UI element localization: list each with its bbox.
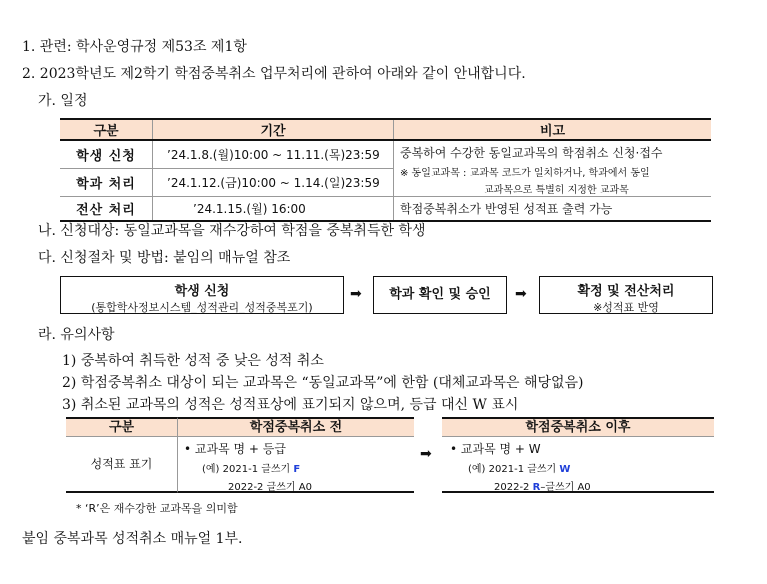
schedule-header-period: 기간 xyxy=(153,119,394,140)
item-2: 2. 2023학년도 제2학기 학점중복취소 업무처리에 관하여 아래와 같이 안내합니다. xyxy=(22,66,526,82)
note-3: 3) 취소된 교과목의 성적은 성적표상에 표기되지 않으며, 등급 대신 W 표시 xyxy=(62,397,519,413)
process-step-student xyxy=(60,276,344,314)
after-example-text: (예) 2021-1 글쓰기 xyxy=(468,464,557,475)
process-step-title: 확정 및 전산처리 xyxy=(577,284,675,299)
remark-note-cont: 교과목으로 특별히 지정한 교과목 xyxy=(484,185,629,196)
schedule-remark-apply xyxy=(394,140,712,197)
before-example-2: 2022-2 글쓰기 A0 xyxy=(228,482,312,493)
remark-text: 중복하여 수강한 동일교과목의 학점취소 신청·접수 xyxy=(400,146,663,160)
schedule-table xyxy=(60,118,711,222)
after-example-2 xyxy=(450,478,714,493)
grade-f: F xyxy=(293,464,301,475)
schedule-remark-print: 학점중복취소가 반영된 성적표 출력 가능 xyxy=(394,197,712,222)
item-da: 다. 신청절차 및 방법: 붙임의 매뉴얼 참조 xyxy=(38,250,291,266)
compare-header-after: 학점중복취소 이후 xyxy=(442,417,714,437)
item-ra: 라. 유의사항 xyxy=(38,327,115,343)
schedule-header-remark: 비고 xyxy=(394,119,712,140)
grade-w: W xyxy=(559,464,571,475)
compare-after-cell xyxy=(442,437,714,493)
note-2: 2) 학점중복취소 대상이 되는 교과목은 “동일교과목”에 한함 (대체교과목은 해당없음) xyxy=(62,375,584,391)
arrow-icon: ➡ xyxy=(350,286,362,302)
after-line: • 교과목 명 + W xyxy=(450,442,541,456)
schedule-row-label: 학생 신청 xyxy=(60,140,153,169)
after-example-rest: –글쓰기 A0 xyxy=(540,482,591,493)
retake-mark: R xyxy=(532,482,541,493)
process-step-sub: (통합학사정보시스템_성적관리_성적중복포기) xyxy=(91,301,313,314)
before-line: • 교과목 명 + 등급 xyxy=(184,442,286,456)
compare-header-gubun: 구분 xyxy=(66,417,178,437)
process-step-dept: 학과 확인 및 승인 xyxy=(373,276,507,314)
schedule-row-label: 전산 처리 xyxy=(60,197,153,222)
arrow-icon: ➡ xyxy=(420,446,432,462)
item-1: 1. 관련: 학사운영규정 제53조 제1항 xyxy=(22,39,247,55)
compare-header-before: 학점중복취소 전 xyxy=(178,417,414,437)
schedule-header-gubun: 구분 xyxy=(60,119,153,140)
arrow-icon: ➡ xyxy=(515,286,527,302)
schedule-row-label: 학과 처리 xyxy=(60,169,153,197)
item-ga: 가. 일정 xyxy=(38,93,88,109)
process-step-title: 학생 신청 xyxy=(174,284,230,299)
process-step-sub: ※성적표 반영 xyxy=(593,301,659,314)
note-1: 1) 중복하여 취득한 성적 중 낮은 성적 취소 xyxy=(62,353,324,369)
attachment: 붙임 중복과목 성적취소 매뉴얼 1부. xyxy=(22,531,243,547)
before-example xyxy=(184,460,414,475)
schedule-row-period: ’24.1.15.(월) 16:00 xyxy=(153,197,394,222)
after-example xyxy=(450,460,714,475)
item-na: 나. 신청대상: 동일교과목을 재수강하여 학점을 중복취득한 학생 xyxy=(38,223,426,239)
before-example-text: (예) 2021-1 글쓰기 xyxy=(202,464,291,475)
schedule-row-period: ’24.1.12.(금)10:00 ~ 1.14.(일)23:59 xyxy=(153,169,394,197)
after-example-year: 2022-2 xyxy=(494,482,530,493)
compare-before-cell xyxy=(178,437,414,493)
compare-row-label: 성적표 표기 xyxy=(66,437,178,493)
footnote: * ‘R’은 재수강한 교과목을 의미함 xyxy=(76,502,238,515)
schedule-row-period: ’24.1.8.(월)10:00 ~ 11.11.(목)23:59 xyxy=(153,140,394,169)
remark-note: ※ 동일교과목 : 교과목 코드가 일치하거나, 학과에서 동일 xyxy=(400,168,650,179)
process-step-final xyxy=(539,276,713,314)
